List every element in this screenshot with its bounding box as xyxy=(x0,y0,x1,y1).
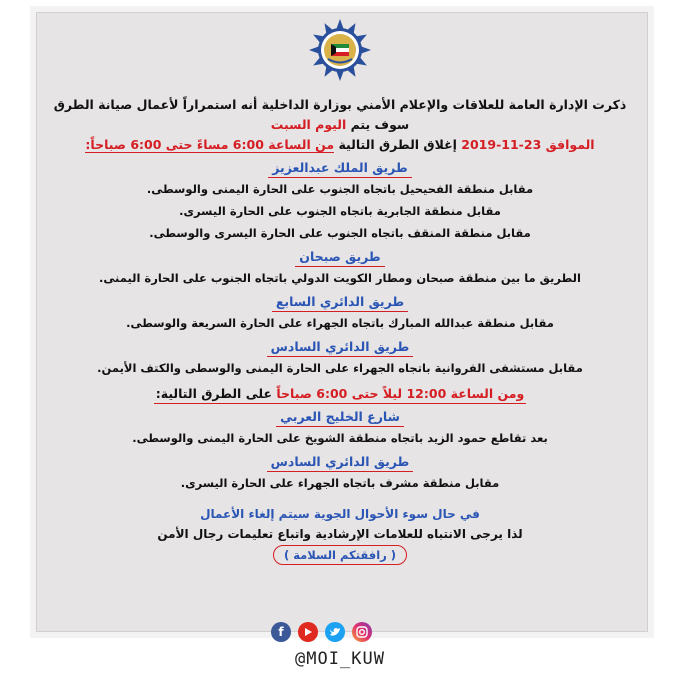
intro-text: ذكرت الإدارة العامة للعلاقات والإعلام الأمني بوزارة الداخلية أنه استمراراً لأعمال صيانة الطرق سوف يتم xyxy=(53,97,627,132)
notice-intro xyxy=(45,95,635,155)
safety-wish: ( رافقتكم السلامة ) xyxy=(273,545,407,565)
advice-text: لذا يرجى الانتباه للعلامات الإرشادية واتباع تعليمات رجال الأمن xyxy=(157,527,523,541)
road-item: الطريق ما بين منطقة صبحان ومطار الكويت الدولي باتجاه الجنوب على الحارة اليمنى. xyxy=(99,271,581,285)
road-section xyxy=(40,289,640,334)
road-section xyxy=(40,155,640,244)
twitter-icon[interactable] xyxy=(325,622,345,642)
road-section xyxy=(40,449,640,494)
road-title: طريق الدائري السادس xyxy=(267,338,414,357)
facebook-icon[interactable]: f xyxy=(271,622,291,642)
road-title: طريق الدائري السابع xyxy=(272,293,408,312)
time-range-2-text: على الطرق التالية: xyxy=(155,386,272,401)
sections-group-2 xyxy=(40,404,640,494)
time-range-2-highlight: ومن الساعة 12:00 ليلاً حتى 6:00 صباحاً xyxy=(276,386,525,401)
road-title: طريق الدائري السادس xyxy=(267,453,414,472)
youtube-icon[interactable] xyxy=(298,622,318,642)
road-title: طريق صبحان xyxy=(295,248,384,267)
road-item: مقابل منطقة عبدالله المبارك باتجاه الجهراء على الحارة السريعة والوسطى. xyxy=(126,316,554,330)
road-item: مقابل منطقة مشرف باتجاه الجهراء على الحارة اليسرى. xyxy=(180,476,500,490)
social-handle[interactable]: @MOI_KUW xyxy=(295,649,385,669)
date-prefix: الموافق xyxy=(545,137,595,152)
road-section xyxy=(40,244,640,289)
instagram-icon[interactable] xyxy=(352,622,372,642)
ministry-seal-icon xyxy=(308,18,372,82)
road-section xyxy=(40,334,640,379)
weather-note: في حال سوء الأحوال الجوية سيتم إلغاء الأعمال xyxy=(200,507,480,521)
date-value: 23-11-2019 xyxy=(461,137,542,152)
social-footer xyxy=(0,622,680,680)
road-item: مقابل منطقة الجابرية باتجاه الجنوب على الحارة اليسرى. xyxy=(179,204,501,218)
close-text: إغلاق الطرق التالية xyxy=(338,137,457,152)
social-icons xyxy=(271,622,372,642)
day-label: اليوم السبت xyxy=(270,117,347,132)
road-item: مقابل منطقة الفحيحيل باتجاه الجنوب على الحارة اليمنى والوسطى. xyxy=(146,182,534,196)
road-title: شارع الخليج العربي xyxy=(276,408,404,427)
sections-group-1 xyxy=(40,155,640,379)
road-title: طريق الملك عبدالعزيز xyxy=(268,159,411,178)
time-range-2 xyxy=(154,385,527,404)
road-item: مقابل مستشفى الفروانية باتجاه الجهراء على الحارة اليمنى والوسطى والكتف الأيمن. xyxy=(97,361,583,375)
road-item: بعد تقاطع حمود الزيد باتجاه منطقة الشويخ على الحارة اليمنى والوسطى. xyxy=(132,431,548,445)
notice-content xyxy=(40,95,640,565)
time-range-1: من الساعة 6:00 مساءً حتى 6:00 صباحاً: xyxy=(85,137,335,152)
road-section xyxy=(40,404,640,449)
road-item: مقابل منطقة المنقف باتجاه الجنوب على الحارة اليسرى والوسطى. xyxy=(149,226,531,240)
